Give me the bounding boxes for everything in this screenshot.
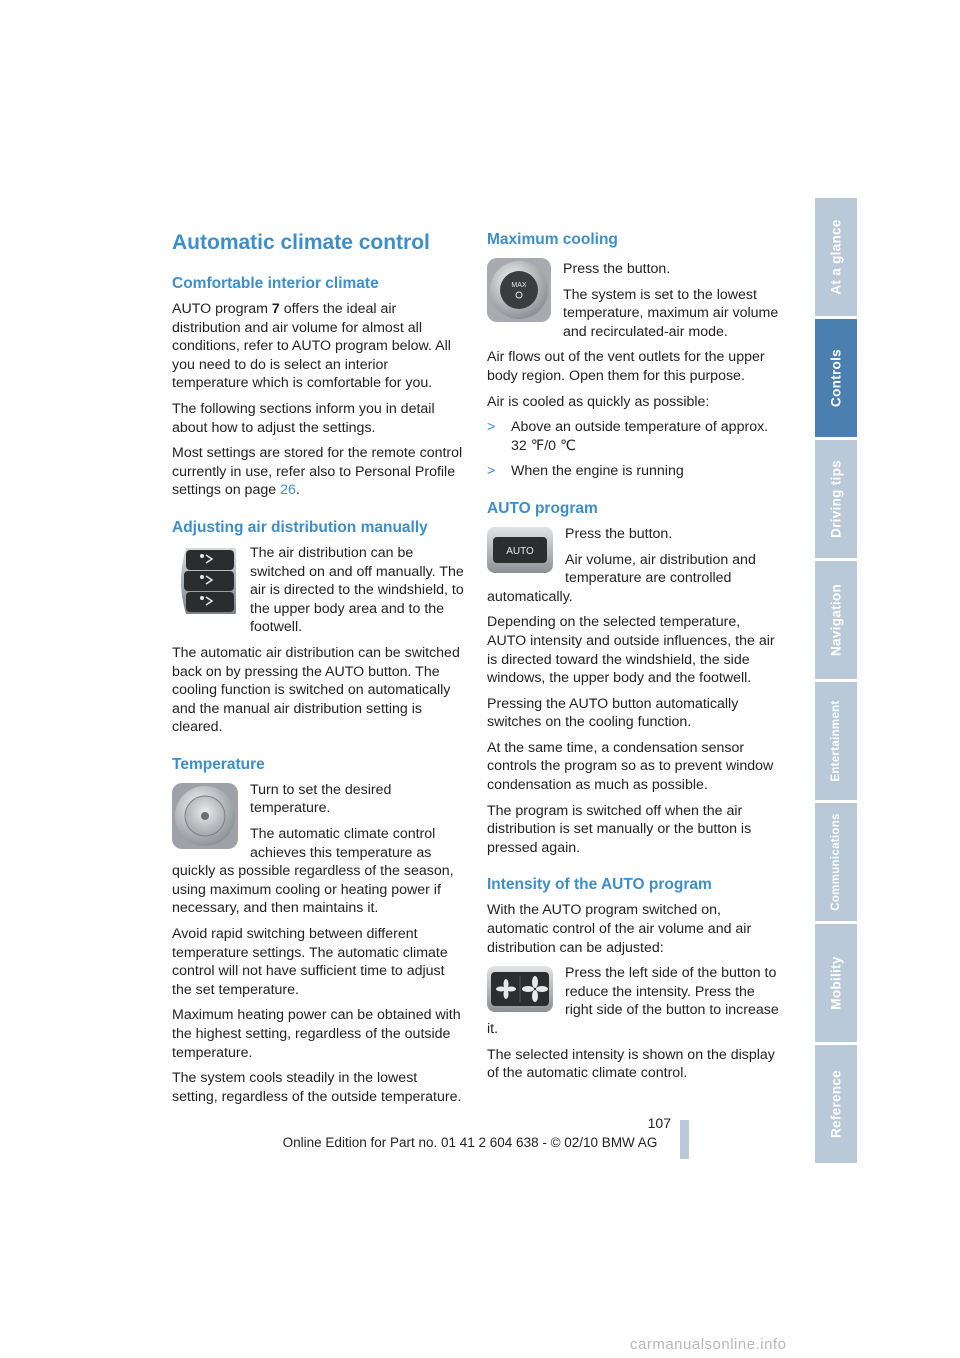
tab-controls[interactable]: Controls [815,319,857,437]
paragraph: Press the button. [563,261,671,277]
paragraph: The system cools steadily in the lowest setting, regardless of the outside temperature. [172,1070,462,1105]
paragraph: The air distribution can be switched on and off manually. The air is directed to the windshield, to the upper body area and to the footwell. [250,544,464,636]
fan-intensity-button-image [487,966,553,1012]
tab-entertainment[interactable]: Entertainment [815,682,857,800]
page-link[interactable]: 26 [280,482,296,499]
list-item: > Above an outside temperature of approx. 32 ℉/0 ℃ [487,419,769,454]
paragraph: At the same time, a condensation sensor controls the program so as to prevent window condensation as much as possible. [487,739,774,794]
paragraph: The following sections inform you in detail about how to adjust the settings. [172,400,435,436]
paragraph: Press the button. [565,525,673,542]
paragraph: The selected intensity is shown on the display of the automatic climate control. [487,1046,775,1082]
bullet-icon: > [487,419,496,436]
paragraph: Most settings are stored for the remote control currently in use, refer also to Personal Profile settings on page 26. [172,445,463,499]
paragraph: Maximum heating power can be obtained with the highest setting, regardless of the outside temperature. [172,1007,461,1061]
tab-communications[interactable]: Communications [815,803,857,921]
tab-driving-tips[interactable]: Driving tips [815,440,857,558]
paragraph: With the AUTO program switched on, automatic control of the air volume and air distribution can be adjusted: [487,902,752,956]
page-title: Automatic climate control [172,231,430,254]
page-number: 107 [647,1115,671,1131]
tab-at-a-glance[interactable]: At a glance [815,198,857,316]
tab-reference[interactable]: Reference [815,1045,857,1163]
heading-auto-intensity: Intensity of the AUTO program [487,876,712,894]
bullet-icon: > [487,463,496,480]
heading-maximum-cooling: Maximum cooling [487,231,618,248]
left-column [172,226,464,1113]
watermark: carmanualsonline.info [630,1336,787,1353]
list-item: > When the engine is running [487,463,684,480]
auto-button-image [487,527,553,573]
paragraph: Air flows out of the vent outlets for the upper body region. Open them for this purpose. [487,349,765,384]
paragraph: AUTO program 7 offers the ideal air distribution and air volume for almost all conditions, refer to AUTO program below. All you need to do is select an interior temperature which is comfortable for you. [172,301,451,392]
svg-text:AUTO: AUTO [506,545,534,557]
air-distribution-buttons-image [172,546,238,616]
paragraph: The automatic air distribution can be switched back on by pressing the AUTO button. The cooling function is switched on automatically and the manual air distribution setting is cleared. [172,644,460,736]
paragraph: The system is set to the lowest temperature, maximum air volume and recirculated-air mode. [563,286,779,340]
right-column [487,226,779,1090]
tab-navigation[interactable]: Navigation [815,561,857,679]
paragraph: The automatic climate control achieves this temperature as quickly as possible regardless of the season, using maximum cooling or heating power if necessary, and then maintains it. [172,826,454,917]
paragraph: Air volume, air distribution and temperature are controlled automatically. [487,551,756,605]
paragraph: Depending on the selected temperature, AUTO intensity and outside influences, the air is directed toward the windshield, the side windows, the upper body and the footwell. [487,614,775,687]
heading-air-distribution: Adjusting air distribution manually [172,518,428,536]
heading-auto-program: AUTO program [487,499,598,517]
paragraph: Press the left side of the button to reduce the intensity. Press the right side of the button to increase it. [487,965,779,1037]
heading-temperature: Temperature [172,755,265,773]
heading-comfortable-climate: Comfortable interior climate [172,275,379,292]
chapter-tabs [815,198,857,1166]
paragraph: Avoid rapid switching between different temperature settings. The automatic climate control will not have sufficient time to adjust the set temperature. [172,926,448,998]
footer-text: Online Edition for Part no. 01 41 2 604 638 - © 02/10 BMW AG [282,1135,658,1150]
paragraph: The program is switched off when the air distribution is set manually or the button is pressed again. [487,802,752,856]
max-button-image [487,258,551,322]
paragraph: Turn to set the desired temperature. [250,781,392,817]
tab-mobility[interactable]: Mobility [815,924,857,1042]
paragraph: Air is cooled as quickly as possible: [487,393,710,410]
paragraph: Pressing the AUTO button automatically switches on the cooling function. [487,695,739,731]
svg-text:MAX: MAX [511,282,527,289]
temperature-knob-image [172,783,238,849]
